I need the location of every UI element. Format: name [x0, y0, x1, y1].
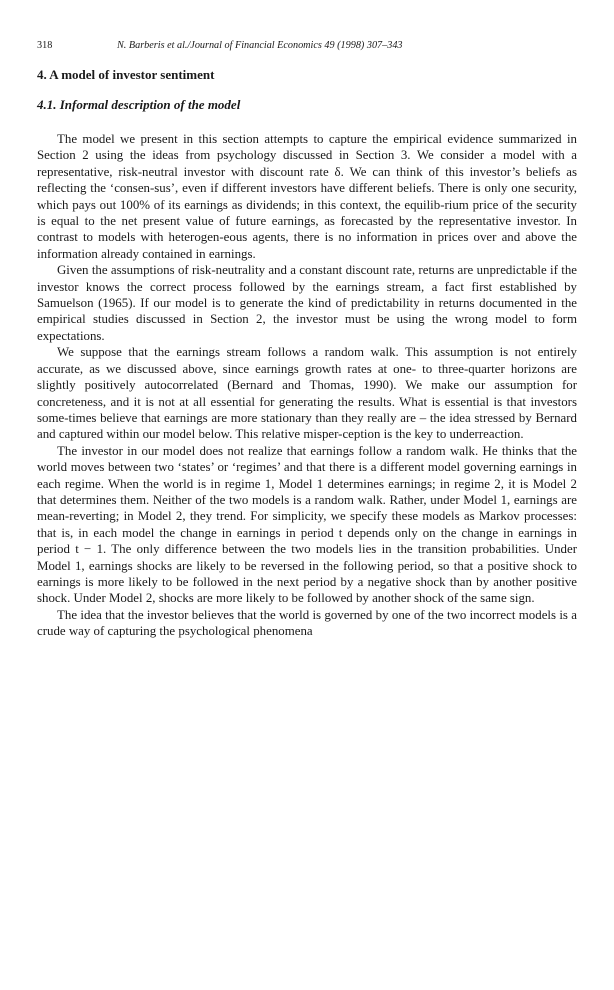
paragraph-1: The model we present in this section attempts to capture the empirical evidence summarized in Section 2 using the ideas from psychology discussed in Section 3. We consider a model with a representative, risk-neutral investor with discount rate δ. We can think of this investor’s beliefs as reflecting the ‘consen-sus’, even if different investors have different beliefs. There is only one security, which pays out 100% of its earnings as dividends; in this context, the equilib-rium price of the security is equal to the net present value of future earnings, as forecasted by the representative investor. In contrast to models with heterogen-eous agents, there is no information in prices over and above the information already contained in earnings.: [37, 132, 577, 261]
paragraph-3: We suppose that the earnings stream follows a random walk. This assumption is not entirely accurate, as we discussed above, since earnings growth rates at one- to three-quarter horizons are slightly positively autocorrelated (Bernard and Thomas, 1990). We make our assumption for concreteness, and it is not at all essential for generating the results. What is essential is that investors some-times believe that earnings are more stationary than they really are – the idea stressed by Bernard and captured within our model below. This relative misper-ception is the key to underreaction.: [37, 345, 577, 442]
page-number: 318: [37, 40, 53, 51]
subsection-title: 4.1. Informal description of the model: [37, 97, 241, 112]
body-text: [37, 131, 577, 640]
journal-citation: N. Barberis et al./Journal of Financial Economics 49 (1998) 307–343: [117, 40, 403, 51]
paragraph-5: The idea that the investor believes that the world is governed by one of the two incorrect models is a crude way of capturing the psychological phenomena: [37, 607, 577, 639]
paragraph-2: Given the assumptions of risk-neutrality and a constant discount rate, returns are unpredictable if the investor knows the correct process followed by the earnings stream, a fact first established by Samuelson (1965). If our model is to generate the kind of predictability in returns documented in the empirical studies discussed in Section 2, the investor must be using the wrong model to form expectations.: [37, 263, 577, 343]
running-head: [37, 40, 577, 51]
paper-page: [37, 40, 577, 640]
section-title: 4. A model of investor sentiment: [37, 67, 215, 82]
paragraph-4: The investor in our model does not realize that earnings follow a random walk. He thinks that the world moves between two ‘states’ or ‘regimes’ and that there is a different model governing earnings in each regime. When the world is in regime 1, Model 1 determines earnings; in regime 2, it is Model 2 that determines them. Neither of the two models is a random walk. Rather, under Model 1, earnings are mean-reverting; in Model 2, they trend. For simplicity, we specify these models as Markov processes: that is, in each model the change in earnings in period t depends only on the change in earnings in period t − 1. The only difference between the two models lies in the transition probabilities. Under Model 1, earnings shocks are likely to be reversed in the following period, so that a positive shock to earnings is more likely to be followed in the next period by a negative shock than by another positive shock. Under Model 2, shocks are more likely to be followed by another shock of the same sign.: [37, 443, 577, 606]
